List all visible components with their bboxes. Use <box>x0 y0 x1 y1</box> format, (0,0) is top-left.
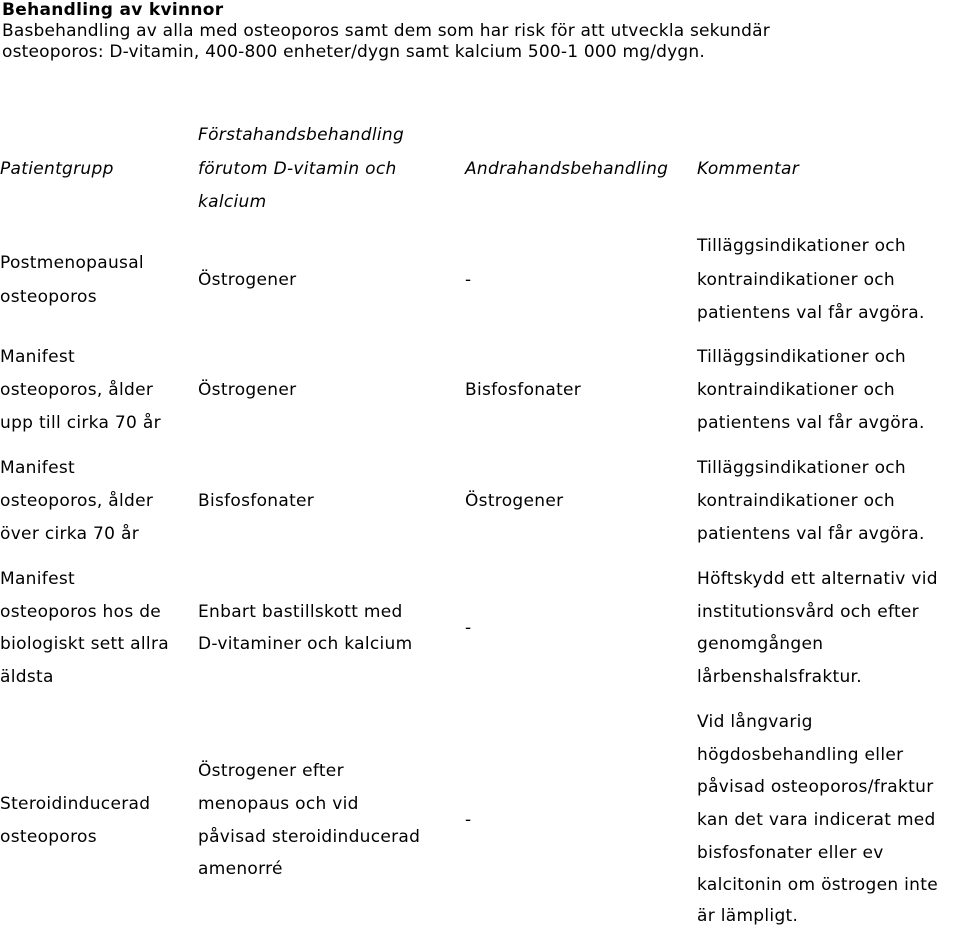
row1-first-treatment: Östrogener <box>198 270 297 290</box>
row4-group-line-2: osteoporos hos de <box>0 602 162 622</box>
row5-second-treatment: - <box>465 810 472 830</box>
header-forstahand-line-2: förutom D-vitamin och <box>198 159 397 179</box>
row5-group-line-1: Steroidinducerad <box>0 794 151 814</box>
row2-comment-line-1: Tilläggsindikationer och <box>697 347 906 367</box>
row3-comment-line-1: Tilläggsindikationer och <box>697 458 906 478</box>
row5-first-treatment-line-4: amenorré <box>198 859 283 879</box>
row5-comment-line-2: högdosbehandling eller <box>697 745 904 765</box>
row5-first-treatment-line-3: påvisad steroidinducerad <box>198 827 421 847</box>
row5-comment-line-5: bisfosfonater eller ev <box>697 843 884 863</box>
row4-group-line-3: biologiskt sett allra <box>0 634 169 654</box>
row2-group-line-2: osteoporos, ålder <box>0 380 154 400</box>
intro-line-1: Basbehandling av alla med osteoporos samt dem som har risk för att utveckla sekundär <box>2 21 770 41</box>
row5-comment-line-6: kalcitonin om östrogen inte <box>697 875 938 895</box>
row2-comment-line-2: kontraindikationer och <box>697 380 895 400</box>
header-patientgrupp: Patientgrupp <box>0 159 114 179</box>
row5-comment-line-1: Vid långvarig <box>697 712 813 732</box>
row5-comment-line-3: påvisad osteoporos/fraktur <box>697 777 934 797</box>
row4-comment-line-1: Höftskydd ett alternativ vid <box>697 569 938 589</box>
row4-first-treatment-line-1: Enbart bastillskott med <box>198 602 403 622</box>
row3-second-treatment: Östrogener <box>465 491 564 511</box>
header-forstahand-line-3: kalcium <box>198 192 267 212</box>
row3-comment-line-2: kontraindikationer och <box>697 491 895 511</box>
row5-comment-line-7: är lämpligt. <box>697 906 799 926</box>
header-kommentar: Kommentar <box>697 159 800 179</box>
row1-second-treatment: - <box>465 270 472 290</box>
row1-comment-line-3: patientens val får avgöra. <box>697 303 925 323</box>
header-forstahand-line-1: Förstahandsbehandling <box>198 125 405 145</box>
row3-comment-line-3: patientens val får avgöra. <box>697 524 925 544</box>
row1-group-line-1: Postmenopausal <box>0 253 144 273</box>
row2-comment-line-3: patientens val får avgöra. <box>697 413 925 433</box>
row2-group-line-1: Manifest <box>0 347 75 367</box>
row5-first-treatment-line-2: menopaus och vid <box>198 794 359 814</box>
row1-comment-line-1: Tilläggsindikationer och <box>697 236 906 256</box>
row3-first-treatment: Bisfosfonater <box>198 491 315 511</box>
row3-group-line-2: osteoporos, ålder <box>0 491 154 511</box>
row4-comment-line-3: genomgången <box>697 634 824 654</box>
section-title: Behandling av kvinnor <box>2 0 224 20</box>
row3-group-line-3: över cirka 70 år <box>0 524 139 544</box>
row3-group-line-1: Manifest <box>0 458 75 478</box>
header-andrahand: Andrahandsbehandling <box>465 159 669 179</box>
row2-second-treatment: Bisfosfonater <box>465 380 582 400</box>
row4-group-line-1: Manifest <box>0 569 75 589</box>
row4-comment-line-2: institutionsvård och efter <box>697 602 919 622</box>
row5-comment-line-4: kan det vara indicerat med <box>697 810 936 830</box>
row4-first-treatment-line-2: D-vitaminer och kalcium <box>198 634 413 654</box>
row5-group-line-2: osteoporos <box>0 827 97 847</box>
row4-comment-line-4: lårbenshalsfraktur. <box>697 667 862 687</box>
row5-first-treatment-line-1: Östrogener efter <box>198 761 344 781</box>
row1-comment-line-2: kontraindikationer och <box>697 270 895 290</box>
row2-first-treatment: Östrogener <box>198 380 297 400</box>
row4-second-treatment: - <box>465 618 472 638</box>
row4-group-line-4: äldsta <box>0 667 54 687</box>
intro-line-2: osteoporos: D-vitamin, 400-800 enheter/dygn samt kalcium 500-1 000 mg/dygn. <box>2 42 705 62</box>
intro-section <box>2 0 952 63</box>
row2-group-line-3: upp till cirka 70 år <box>0 413 161 433</box>
row1-group-line-2: osteoporos <box>0 287 97 307</box>
